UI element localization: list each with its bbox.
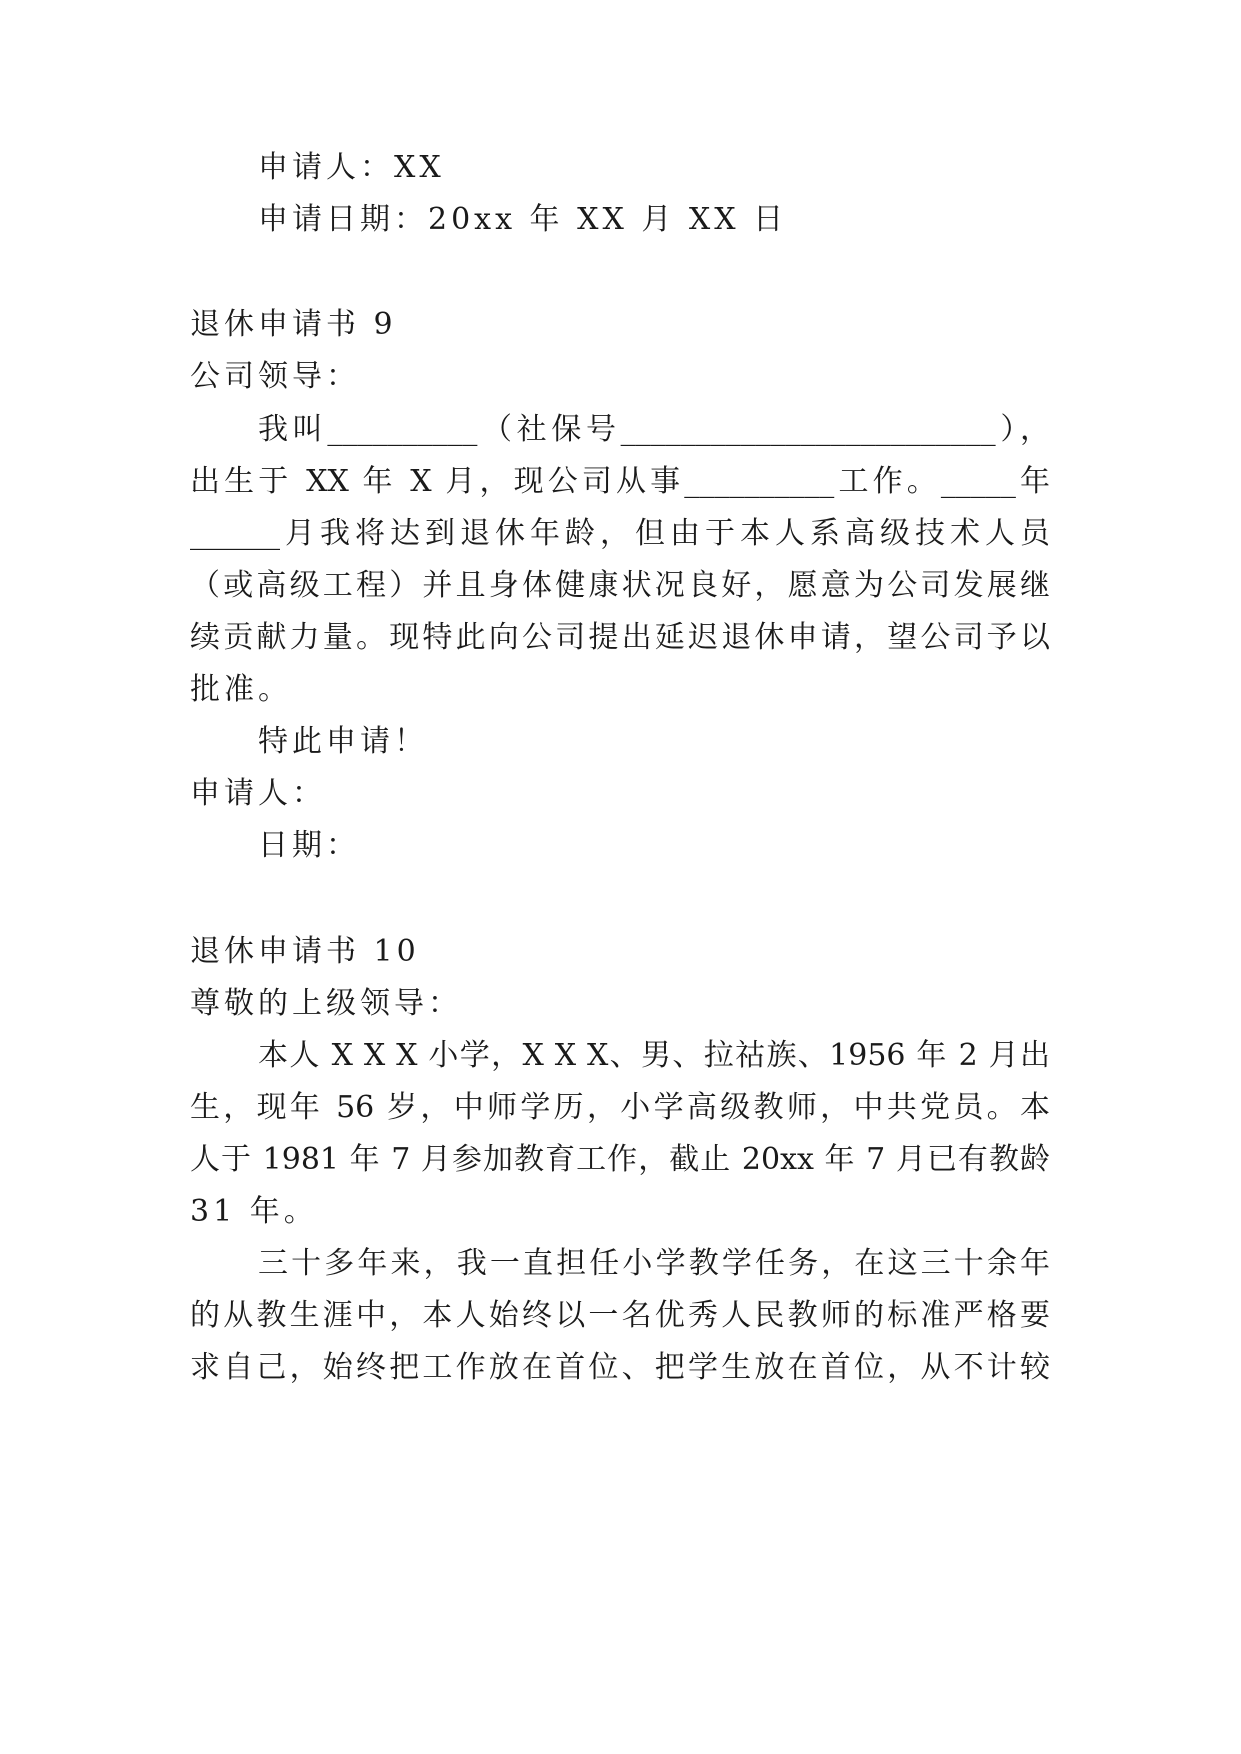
body-line: 本人 X X X 小学，X X X、男、拉祜族、1956 年 2 月出 xyxy=(258,1038,1050,1073)
closing-line: 特此申请！ xyxy=(258,724,428,759)
date-label: 日期： xyxy=(258,828,360,863)
body-line: 三十多年来，我一直担任小学教学任务，在这三十余年 xyxy=(258,1246,1050,1281)
body-line: 批准。 xyxy=(190,672,292,707)
section-title-10: 退休申请书 10 xyxy=(190,934,420,969)
body-line: 生，现年 56 岁，中师学历，小学高级教师，中共党员。本 xyxy=(190,1090,1050,1125)
body-line: ______月我将达到退休年龄，但由于本人系高级技术人员 xyxy=(190,516,1050,551)
body-line: 出生于 XX 年 X 月，现公司从事__________工作。_____年 xyxy=(190,464,1050,499)
body-line: （或高级工程）并且身体健康状况良好，愿意为公司发展继 xyxy=(190,568,1050,603)
application-date-line: 申请日期：20xx 年 XX 月 XX 日 xyxy=(258,202,788,237)
body-line: 的从教生涯中，本人始终以一名优秀人民教师的标准严格要 xyxy=(190,1298,1050,1333)
body-line: 我叫__________（社保号_________________________）， xyxy=(258,412,1050,447)
salutation-9: 公司领导： xyxy=(190,359,360,394)
body-line: 求自己，始终把工作放在首位、把学生放在首位，从不计较 xyxy=(190,1350,1050,1385)
body-line: 续贡献力量。现特此向公司提出延迟退休申请，望公司予以 xyxy=(190,620,1050,655)
salutation-10: 尊敬的上级领导： xyxy=(190,986,462,1021)
applicant-label: 申请人： xyxy=(190,776,326,811)
body-line: 人于 1981 年 7 月参加教育工作，截止 20xx 年 7 月已有教龄 xyxy=(190,1142,1050,1177)
applicant-line: 申请人：XX xyxy=(258,150,445,185)
section-title-9: 退休申请书 9 xyxy=(190,307,397,342)
body-line: 31 年。 xyxy=(190,1194,318,1229)
